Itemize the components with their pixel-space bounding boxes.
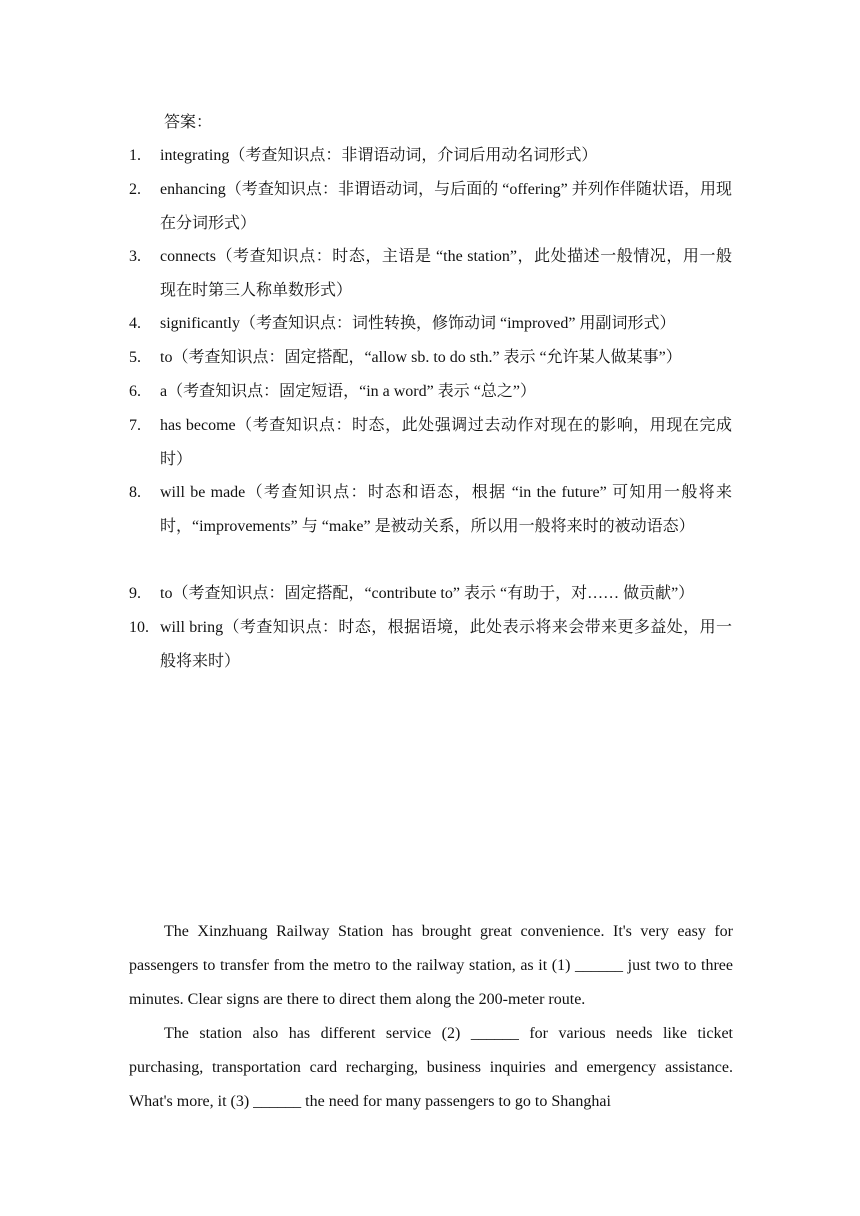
answer-text: a（考查知识点：固定短语，“in a word” 表示 “总之”）	[160, 383, 536, 400]
reading-passage	[129, 915, 733, 1119]
answer-number: 7.	[129, 417, 141, 434]
answer-number: 5.	[129, 349, 141, 366]
answer-text: will bring（考查知识点：时态，根据语境，此处表示将来会带来更多益处，用一般将来时）	[160, 619, 732, 670]
answer-number: 9.	[129, 585, 141, 602]
answer-text: has become（考查知识点：时态，此处强调过去动作对现在的影响，用现在完成时）	[160, 417, 732, 468]
answer-text: significantly（考查知识点：词性转换，修饰动词 “improved” 用副词形式）	[160, 315, 676, 332]
answer-number: 4.	[129, 315, 141, 332]
answer-number: 10.	[129, 619, 149, 636]
answer-number: 2.	[129, 181, 141, 198]
answer-text: will be made（考查知识点：时态和语态，根据 “in the future” 可知用一般将来时，“improvements” 与 “make” 是被动关系，所以用一般将来时的被动语态）	[160, 484, 732, 535]
answer-text: enhancing（考查知识点：非谓语动词，与后面的 “offering” 并列作伴随状语，用现在分词形式）	[160, 181, 732, 232]
answer-text: to（考查知识点：固定搭配，“allow sb. to do sth.” 表示 “允许某人做某事”）	[160, 349, 682, 366]
answer-number: 3.	[129, 248, 141, 265]
answer-number: 6.	[129, 383, 141, 400]
passage-paragraph: The Xinzhuang Railway Station has brought great convenience. It's very easy for passengers to transfer from the metro to the railway station, as it (1) ______ just two to three minutes. Clear signs are there to direct them along the 200-meter route.	[129, 923, 733, 1008]
answer-text: connects（考查知识点：时态，主语是 “the station”，此处描述一般情况，用一般现在时第三人称单数形式）	[160, 248, 732, 299]
answers-heading: 答案：	[164, 114, 213, 131]
answer-text: integrating（考查知识点：非谓语动词，介词后用动名词形式）	[160, 147, 598, 164]
passage-paragraph: The station also has different service (2) ______ for various needs like ticket purchasing, transportation card recharging, business inquiries and emergency assistance. What's more, it (3) ______ the need for many passengers to go to Shanghai	[129, 1025, 733, 1110]
answer-number: 1.	[129, 147, 141, 164]
answer-text: to（考查知识点：固定搭配，“contribute to” 表示 “有助于，对…… 做贡献”）	[160, 585, 695, 602]
answer-number: 8.	[129, 484, 141, 501]
